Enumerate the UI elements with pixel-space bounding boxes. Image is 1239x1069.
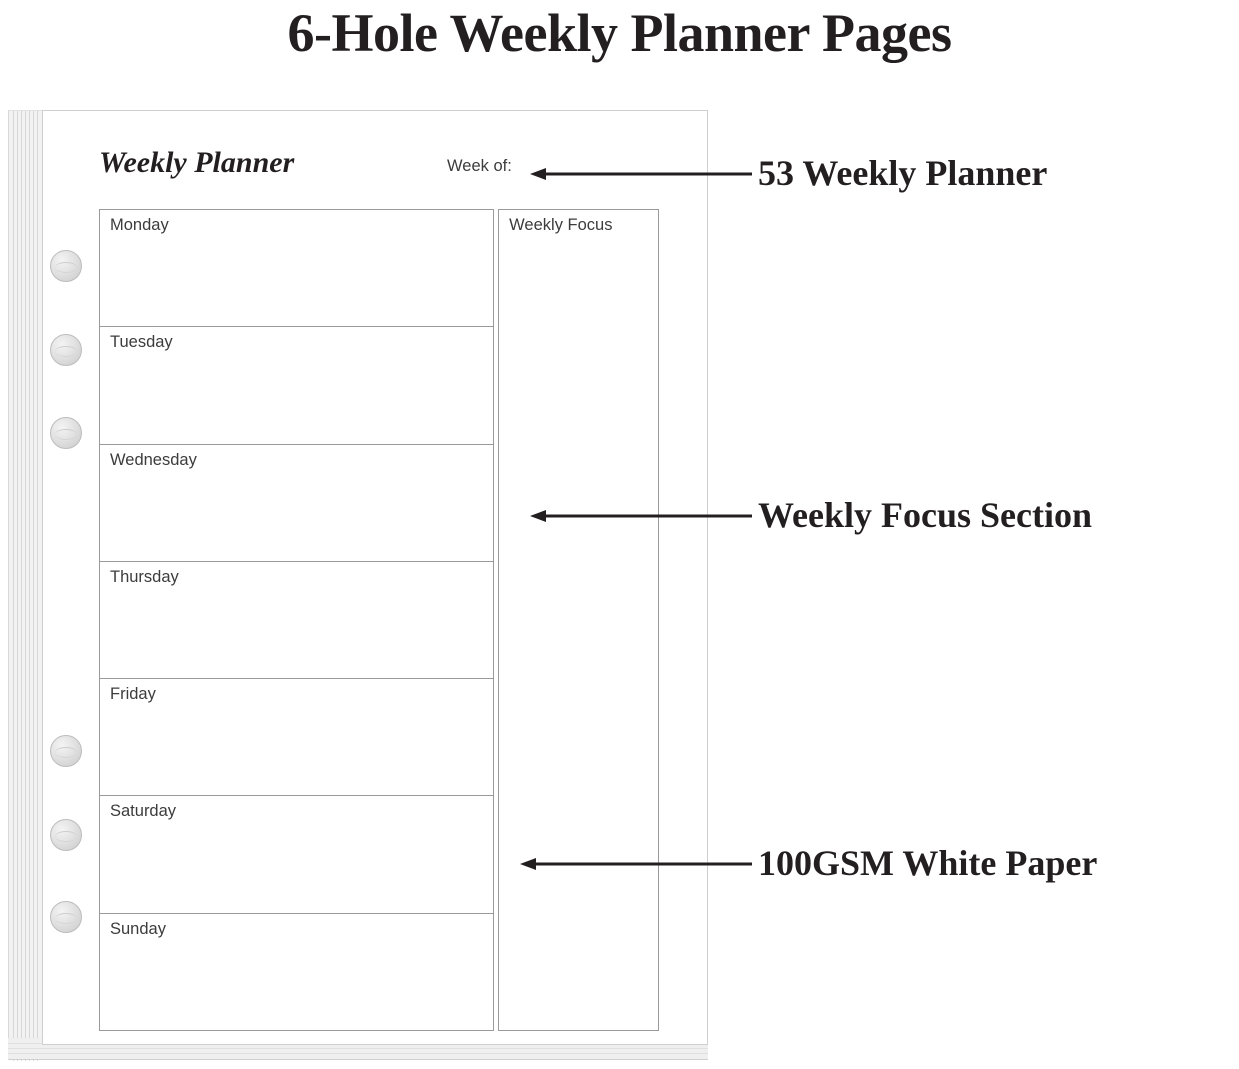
day-label: Monday [110,216,169,234]
callout-label-weekly-focus: Weekly Focus Section [758,495,1092,535]
day-row-monday[interactable] [100,210,493,327]
day-label: Sunday [110,919,166,938]
day-row-thursday[interactable] [100,562,493,679]
day-row-tuesday[interactable] [100,327,493,444]
callout-arrow-paper-weight [520,855,752,873]
weekly-focus-label: Weekly Focus [509,216,613,234]
paper-stack-edge [8,110,42,1060]
punch-hole-1 [50,250,82,282]
day-label: Saturday [110,802,177,821]
callout-arrow-weekly-focus [530,507,752,525]
week-of-label: Week of: [447,157,512,175]
day-row-sunday[interactable] [100,914,493,1030]
days-column [99,209,494,1031]
day-row-saturday[interactable] [100,796,493,913]
day-row-friday[interactable] [100,679,493,796]
page-title: 6-Hole Weekly Planner Pages [287,3,952,63]
callout-label-weekly-planner: 53 Weekly Planner [758,153,1048,193]
callout-arrow-weekly-planner [530,165,752,183]
planner-heading: Weekly Planner [99,146,295,179]
planner-sheet [42,110,708,1045]
day-row-wednesday[interactable] [100,445,493,562]
punch-hole-6 [50,901,82,933]
punch-hole-2 [50,334,82,366]
punch-hole-3 [50,417,82,449]
planner-grid [99,209,659,1031]
day-label: Wednesday [110,450,197,469]
paper-stack [8,110,708,1060]
day-label: Friday [110,685,156,704]
day-label: Tuesday [110,333,173,352]
day-label: Thursday [110,567,179,586]
weekly-focus-column[interactable] [498,209,659,1031]
punch-hole-4 [50,735,82,767]
punch-hole-5 [50,819,82,851]
callout-label-paper-weight: 100GSM White Paper [758,843,1098,883]
